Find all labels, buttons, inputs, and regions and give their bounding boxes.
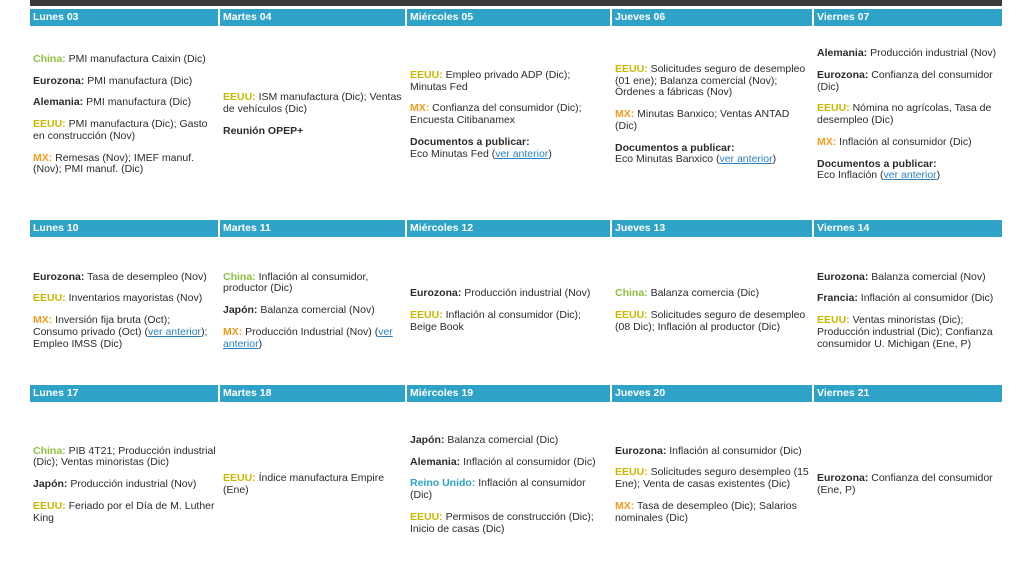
event-item [33, 315, 217, 350]
region-label: EEUU: [615, 309, 648, 322]
week-1 [30, 9, 1002, 204]
event-text: Solicitudes seguro desempleo (15 Ene); Venta de casas existentes (Dic) [615, 466, 809, 491]
event-text: Balanza comercia (Dic) [647, 287, 760, 300]
event-text: PMI manufactura (Dic); Gasto en construcción (Nov) [33, 118, 208, 142]
event-text: Confianza del consumidor (Ene, P) [817, 472, 993, 496]
region-label: Eurozona: [817, 270, 869, 283]
event-text: Tasa de desempleo (Dic); Salarios nominales (Dic) [615, 499, 797, 524]
region-label: EEUU: [410, 510, 443, 523]
ver-anterior-link[interactable]: ver anterior [223, 325, 393, 350]
ver-anterior-link[interactable]: ver anterior [147, 325, 202, 338]
event-item [817, 473, 999, 497]
event-text: Balanza comercial (Dic) [444, 433, 559, 446]
region-label: Japón: [410, 433, 445, 446]
event-text: Confianza del consumidor (Dic) [817, 68, 993, 93]
event-text: PMI manufactura (Dic) [83, 96, 192, 109]
event-item [615, 143, 811, 167]
day-events [612, 26, 814, 204]
region-label: China: [33, 444, 66, 457]
event-text: Producción industrial (Nov) [461, 287, 591, 300]
event-item [817, 48, 999, 60]
event-text-tail: ) [258, 337, 263, 350]
day-events [30, 402, 220, 568]
region-label: Reino Unido: [410, 477, 476, 490]
event-item [817, 159, 999, 183]
region-label: China: [33, 52, 66, 65]
event-item [410, 288, 609, 300]
event-text: Producción Industrial (Nov) ( [242, 325, 379, 338]
region-label: EEUU: [223, 472, 256, 485]
region-label: EEUU: [33, 118, 66, 131]
event-text-tail: ) [772, 153, 777, 166]
day-events [30, 26, 220, 204]
region-label: Japón: [33, 478, 68, 491]
event-item [817, 315, 999, 350]
day-events [220, 402, 407, 568]
event-item [615, 310, 811, 334]
day-header: Lunes 17 [30, 385, 220, 402]
day-header: Jueves 20 [612, 385, 814, 402]
day-header: Jueves 13 [612, 220, 814, 237]
ver-anterior-link[interactable]: ver anterior [495, 147, 549, 160]
region-label: Documentos a publicar: [817, 157, 937, 170]
event-text: Empleo privado ADP (Dic); Minutas Fed [410, 68, 571, 93]
region-label: EEUU: [817, 314, 850, 327]
day-events [30, 237, 220, 385]
event-text: Producción industrial (Nov) [67, 478, 197, 491]
event-text: Inflación al consumidor (Dic) [460, 455, 596, 468]
region-label: EEUU: [410, 309, 443, 322]
document-name: Eco Minutas Banxico ( [615, 153, 720, 166]
day-events [612, 402, 814, 568]
week-3 [30, 385, 1002, 568]
event-item [33, 446, 217, 470]
event-text: Inflación al consumidor (Dic) [836, 135, 972, 148]
event-text: Inflación al consumidor (Dic) [410, 477, 586, 501]
event-item [33, 479, 217, 491]
event-item [410, 435, 609, 447]
region-label: Documentos a publicar: [615, 141, 735, 154]
region-label: China: [615, 287, 648, 300]
day-events [220, 237, 407, 385]
event-text: Feriado por el Día de M. Luther King [33, 499, 215, 524]
document-name: Eco Minutas Fed ( [410, 147, 496, 160]
event-text: PMI manufactura Caixin (Dic) [65, 52, 206, 65]
event-text: ISM manufactura (Dic); Ventas de vehículos (Dic) [223, 91, 402, 116]
week-header [30, 220, 1002, 237]
event-text-tail: ); Empleo IMSS (Dic) [33, 325, 208, 350]
event-item [615, 446, 811, 458]
day-events [407, 237, 612, 385]
document-name: Eco Inflación ( [817, 169, 884, 182]
event-item [33, 54, 217, 66]
event-item [33, 272, 217, 284]
event-text: Índice manufactura Empire (Ene) [223, 472, 385, 496]
event-item [615, 288, 811, 300]
region-label: MX: [615, 499, 635, 512]
event-item [817, 103, 999, 127]
event-text-tail: ) [936, 169, 941, 182]
event-item [223, 473, 404, 497]
event-item [817, 293, 999, 305]
day-header: Viernes 21 [814, 385, 1002, 402]
region-label: Eurozona: [817, 472, 869, 485]
region-label: Alemania: [817, 47, 868, 59]
day-header: Martes 11 [220, 220, 407, 237]
event-text: Inversión fija bruta (Oct); Consumo privado (Oct) ( [33, 314, 171, 338]
event-item [410, 103, 609, 127]
region-label: EEUU: [410, 68, 443, 81]
event-item [223, 305, 404, 317]
event-item [410, 478, 609, 502]
region-label: Reunión OPEP+ [223, 124, 304, 137]
event-item [223, 327, 404, 351]
region-label: MX: [33, 151, 53, 164]
region-label: Alemania: [33, 96, 84, 109]
day-events [814, 26, 1002, 204]
region-label: Documentos a publicar: [410, 135, 530, 148]
region-label: Alemania: [410, 455, 461, 468]
region-label: EEUU: [615, 466, 648, 479]
ver-anterior-link[interactable]: ver anterior [719, 153, 773, 166]
event-text: PMI manufactura (Dic) [84, 74, 193, 87]
day-header: Martes 18 [220, 385, 407, 402]
region-label: Eurozona: [33, 270, 85, 283]
day-events [814, 402, 1002, 568]
day-header: Viernes 07 [814, 9, 1002, 26]
day-header: Jueves 06 [612, 9, 814, 26]
region-label: EEUU: [223, 91, 256, 104]
region-label: EEUU: [33, 499, 66, 512]
region-label: Eurozona: [615, 444, 667, 457]
event-item [410, 512, 609, 536]
event-text-tail: ) [548, 147, 552, 160]
week-2 [30, 220, 1002, 385]
event-text: Inflación al consumidor (Dic); Beige Book [410, 309, 581, 333]
event-item [223, 92, 404, 116]
event-text: Minutas Banxico; Ventas ANTAD (Dic) [615, 108, 790, 132]
region-label: Eurozona: [33, 74, 85, 87]
day-events [220, 26, 407, 204]
event-text: PIB 4T21; Producción industrial (Dic); Ventas minoristas (Dic) [33, 444, 216, 469]
event-text: Confianza del consumidor (Dic); Encuesta Citibanamex [410, 102, 582, 126]
day-header: Martes 04 [220, 9, 407, 26]
day-events [407, 402, 612, 568]
region-label: EEUU: [615, 62, 648, 75]
day-events [612, 237, 814, 385]
day-events [407, 26, 612, 204]
event-item [33, 119, 217, 143]
region-label: MX: [223, 325, 243, 338]
week-header [30, 9, 1002, 26]
event-item [33, 153, 217, 177]
event-item [410, 70, 609, 94]
event-item [223, 272, 404, 296]
week-body [30, 26, 1002, 204]
day-events [814, 237, 1002, 385]
event-item [817, 272, 999, 284]
day-header: Miércoles 12 [407, 220, 612, 237]
region-label: Eurozona: [817, 68, 869, 81]
event-item [410, 457, 609, 469]
day-header: Lunes 10 [30, 220, 220, 237]
day-header: Lunes 03 [30, 9, 220, 26]
event-text: Solicitudes seguro de desempleo (01 ene); Balanza comercial (Nov); Órdenes a fábricas (Nov) [615, 62, 806, 99]
week-header [30, 385, 1002, 402]
event-item [615, 64, 811, 99]
week-body [30, 402, 1002, 568]
region-label: Eurozona: [410, 287, 462, 300]
event-item [615, 109, 811, 133]
region-label: MX: [33, 314, 53, 327]
event-text: Balanza comercial (Nov) [868, 270, 986, 283]
event-item [33, 97, 217, 109]
event-text: Inflación al consumidor, productor (Dic) [223, 270, 369, 295]
event-item [615, 467, 811, 491]
day-header: Viernes 14 [814, 220, 1002, 237]
event-text: Remesas (Nov); IMEF manuf. (Nov); PMI manuf. (Dic) [33, 151, 195, 176]
day-header: Miércoles 19 [407, 385, 612, 402]
event-item [223, 126, 404, 138]
event-text: Producción industrial (Nov) [867, 47, 997, 59]
event-item [33, 293, 217, 305]
top-divider [30, 0, 1002, 6]
event-text: Permisos de construcción (Dic); Inicio de casas (Dic) [410, 510, 594, 535]
event-text: Ventas minoristas (Dic); Producción industrial (Dic); Confianza consumidor U. Michigan (Ene, P) [817, 314, 993, 350]
region-label: EEUU: [33, 292, 66, 305]
event-text: Solicitudes seguro de desempleo (08 Dic); Inflación al productor (Dic) [615, 309, 806, 333]
region-label: MX: [817, 135, 837, 148]
event-item [410, 310, 609, 334]
event-item [817, 137, 999, 149]
event-text: Tasa de desempleo (Nov) [84, 270, 207, 283]
region-label: China: [223, 270, 256, 283]
region-label: MX: [615, 108, 635, 121]
ver-anterior-link[interactable]: ver anterior [883, 169, 937, 182]
event-item [33, 501, 217, 525]
region-label: Francia: [817, 292, 858, 305]
event-text: Inventarios mayoristas (Nov) [65, 292, 203, 305]
week-body [30, 237, 1002, 385]
event-text: Nómina no agrícolas, Tasa de desempleo (Dic) [817, 102, 992, 126]
region-label: EEUU: [817, 102, 850, 115]
event-item [615, 501, 811, 525]
region-label: MX: [410, 102, 430, 115]
event-text: Inflación al consumidor (Dic) [857, 292, 994, 305]
event-item [817, 70, 999, 94]
event-item [33, 76, 217, 88]
event-text: Inflación al consumidor (Dic) [666, 444, 802, 457]
event-text: Balanza comercial (Nov) [257, 304, 375, 317]
day-header: Miércoles 05 [407, 9, 612, 26]
event-item [410, 137, 609, 161]
region-label: Japón: [223, 304, 258, 317]
